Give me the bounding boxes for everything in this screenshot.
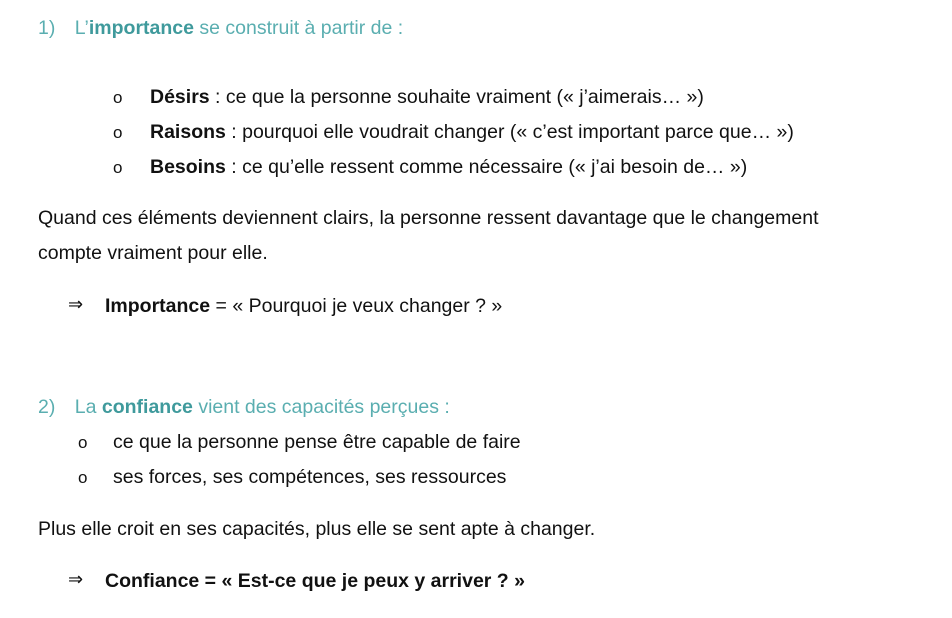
section2-item-forces: ses forces, ses compétences, ses ressources	[113, 466, 507, 488]
section2-summary: Confiance = « Est-ce que je peux y arriver ? »	[105, 570, 525, 592]
item-term: Désirs	[150, 86, 210, 108]
section1-heading	[38, 16, 403, 40]
summary-term: Importance	[105, 295, 211, 317]
section1-heading-prefix: L’	[74, 17, 89, 39]
section1-paragraph-line2: compte vraiment pour elle.	[38, 242, 268, 264]
item-text: : pourquoi elle voudrait changer (« c’est important parce que… »)	[225, 121, 794, 143]
section1-item-raisons	[150, 120, 794, 144]
implies-arrow-icon: ⇒	[68, 294, 84, 315]
section2-item-capable: ce que la personne pense être capable de faire	[113, 431, 521, 453]
section2-paragraph: Plus elle croit en ses capacités, plus elle se sent apte à changer.	[38, 518, 596, 540]
section2-heading-suffix: vient des capacités perçues :	[192, 396, 450, 418]
summary-text: = « Pourquoi je veux changer ? »	[210, 295, 503, 317]
bullet-icon: o	[113, 158, 123, 177]
item-term: Raisons	[150, 121, 226, 143]
section1-heading-suffix: se construit à partir de :	[193, 17, 404, 39]
section1-heading-keyword: importance	[88, 17, 194, 39]
bullet-icon: o	[78, 433, 88, 452]
bullet-icon: o	[78, 468, 88, 487]
implies-arrow-icon: ⇒	[68, 569, 84, 590]
section2-heading-prefix: La	[74, 396, 102, 418]
bullet-icon: o	[113, 88, 123, 107]
bullet-icon: o	[113, 123, 123, 142]
section1-number: 1)	[38, 17, 56, 39]
item-term: Besoins	[150, 156, 226, 178]
section2-heading-keyword: confiance	[101, 396, 193, 418]
section1-paragraph-line1: Quand ces éléments deviennent clairs, la personne ressent davantage que le changement	[38, 207, 819, 229]
section2-heading	[38, 395, 450, 419]
item-text: : ce que la personne souhaite vraiment (« j’aimerais… »)	[209, 86, 704, 108]
section1-summary	[105, 294, 502, 318]
section2-number: 2)	[38, 396, 56, 418]
item-text: : ce qu’elle ressent comme nécessaire (« j’ai besoin de… »)	[225, 156, 748, 178]
section1-item-besoins	[150, 155, 747, 179]
section1-item-desirs	[150, 85, 704, 109]
